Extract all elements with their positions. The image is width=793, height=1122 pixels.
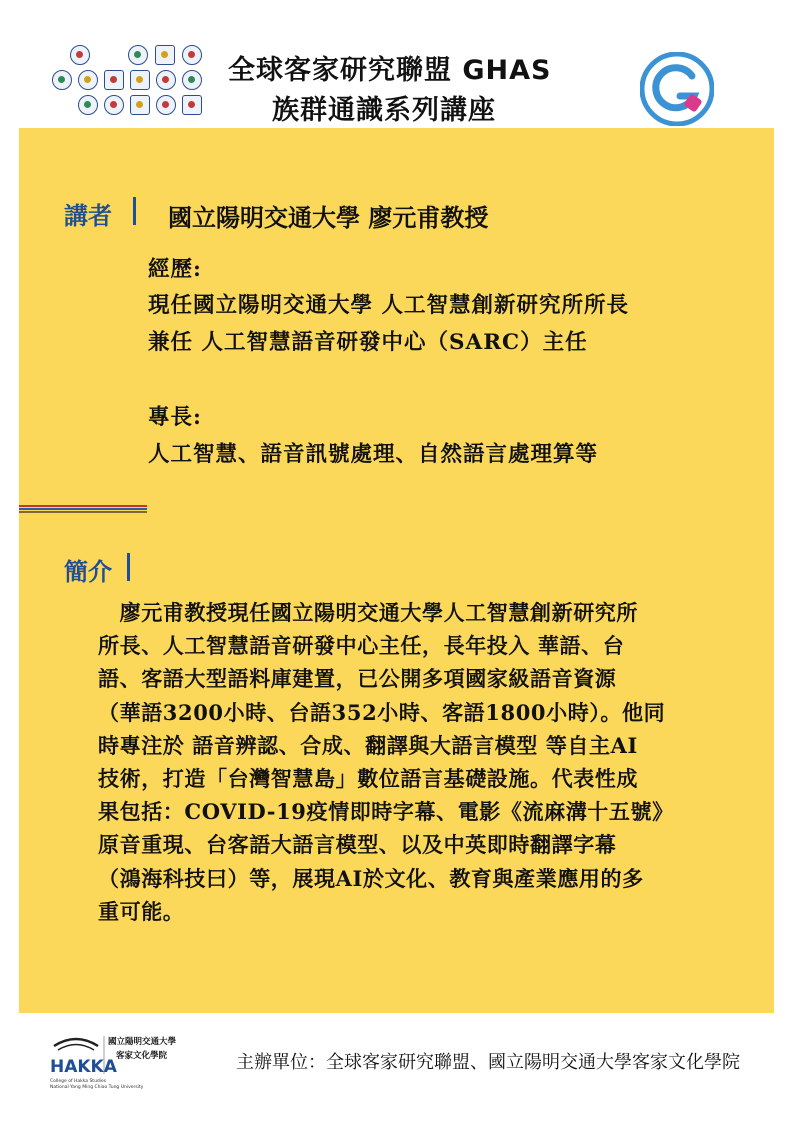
intro-line: 時專注於 語音辨認、合成、翻譯與大語言模型 等自主AI [98, 732, 638, 758]
partner-seal-icon [156, 70, 176, 90]
college-name-zh-1: 國立陽明交通大學 [108, 1037, 177, 1047]
intro-line: 廖元甫教授現任國立陽明交通大學人工智慧創新研究所 [98, 600, 638, 625]
partner-seal-icon [78, 70, 98, 90]
ghas-logo-icon [640, 52, 714, 126]
partner-seal-icon [104, 95, 124, 115]
college-name-en-1: College of Hakka Studies [50, 1079, 107, 1084]
partner-seal-icon [130, 95, 150, 115]
speaker-heading-bar [133, 197, 136, 225]
intro-line: （華語3200小時、台語352小時、客語1800小時）。他同 [98, 699, 666, 725]
intro-paragraph [98, 596, 728, 928]
organizer-text: 主辦單位：全球客家研究聯盟、國立陽明交通大學客家文化學院 [236, 1052, 740, 1073]
hakka-wordmark: HAKKA [50, 1057, 117, 1077]
experience-line: 現任國立陽明交通大學 人工智慧創新研究所所長 [148, 293, 629, 318]
page-title: 全球客家研究聯盟 GHAS [228, 55, 552, 86]
partner-seal-icon [156, 95, 176, 115]
intro-line: 果包括：COVID-19疫情即時字幕、電影《流麻溝十五號》 [98, 799, 674, 825]
speaker-heading: 講者 [64, 202, 112, 230]
intro-line: 重可能。 [98, 898, 185, 924]
intro-heading: 簡介 [64, 558, 112, 586]
page-subtitle: 族群通識系列講座 [272, 95, 496, 126]
college-name-zh-2: 客家文化學院 [116, 1051, 168, 1061]
expertise-text: 人工智慧、語音訊號處理、自然語言處理算等 [148, 442, 599, 467]
partner-seal-icon [182, 45, 202, 65]
experience-line: 兼任 人工智慧語音研發中心（SARC）主任 [148, 330, 588, 355]
experience-label: 經歷: [148, 257, 202, 282]
partner-seal-icon [104, 70, 124, 90]
partner-logos [52, 42, 210, 120]
intro-line: 技術，打造「台灣智慧島」數位語言基礎設施。代表性成 [98, 765, 638, 791]
college-name-en-2: National Yang Ming Chiao Tung University [50, 1085, 144, 1090]
intro-line: 原音重現、台客語大語言模型、以及中英即時翻譯字幕 [98, 832, 617, 858]
intro-line: （鴻海科技曰）等，展現AI於文化、教育與產業應用的多 [98, 865, 644, 891]
intro-line: 語、客語大型語料庫建置，已公開多項國家級語音資源 [98, 666, 617, 692]
partner-seal-icon [130, 70, 150, 90]
intro-line: 所長、人工智慧語音研發中心主任，長年投入 華語、台 [98, 633, 625, 659]
partner-seal-icon [128, 45, 148, 65]
partner-seal-icon [52, 70, 72, 90]
intro-heading-bar [127, 553, 130, 581]
expertise-label: 專長: [148, 405, 202, 430]
hakka-college-logo [48, 1030, 198, 1090]
partner-seal-icon [182, 70, 202, 90]
section-divider [19, 505, 147, 513]
partner-seal-icon [70, 45, 90, 65]
partner-seal-icon [155, 45, 175, 65]
partner-seal-icon [182, 95, 202, 115]
partner-seal-icon [78, 95, 98, 115]
speaker-name: 國立陽明交通大學 廖元甫教授 [168, 204, 489, 232]
